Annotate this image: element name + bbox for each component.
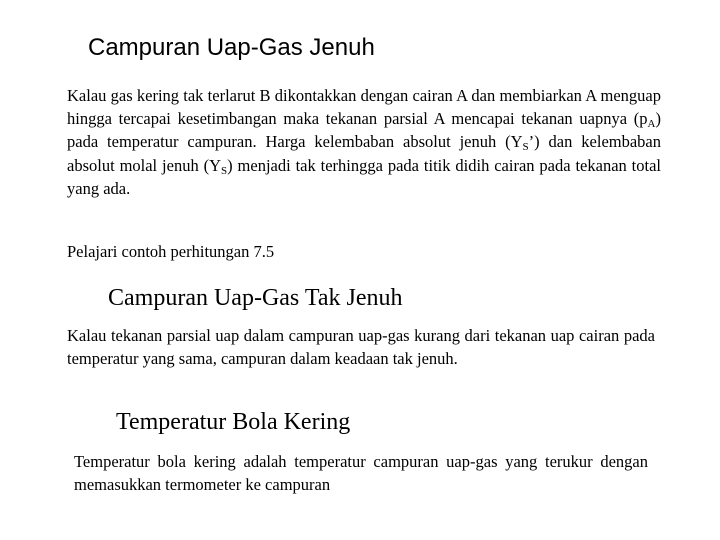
- subscript-s: S: [522, 141, 529, 154]
- paragraph-jenuh-text-1: Kalau gas kering tak terlarut B dikontakkan dengan cairan A dan membiarkan A menguap hingga tercapai kesetimbangan maka tekanan parsial A mencapai tekanan uapnya (p: [67, 86, 661, 129]
- paragraph-tak-jenuh: Kalau tekanan parsial uap dalam campuran uap-gas kurang dari tekanan uap cairan pada temperatur yang sama, campuran dalam keadaan tak jenuh.: [67, 326, 655, 369]
- paragraph-jenuh-text-4: ) menjadi tak terhingga pada titik didih cairan pada tekanan total yang ada.: [67, 155, 661, 198]
- heading-temperatur-bola-kering: Temperatur Bola Kering: [116, 409, 351, 435]
- paragraph-jenuh: [67, 84, 661, 200]
- heading-campuran-tak-jenuh: Campuran Uap-Gas Tak Jenuh: [108, 285, 403, 311]
- paragraph-jenuh-text-2: ) pada temperatur campuran. Harga kelembaban absolut jenuh (Y: [67, 109, 661, 152]
- note-contoh-perhitungan: Pelajari contoh perhitungan 7.5: [67, 242, 275, 261]
- heading-campuran-jenuh: Campuran Uap-Gas Jenuh: [88, 34, 375, 61]
- paragraph-jenuh-text-3: ’) dan kelembaban absolut molal jenuh (Y: [67, 132, 661, 175]
- subscript-s: S: [221, 164, 228, 177]
- subscript-a: A: [647, 118, 656, 131]
- paragraph-bola-kering: Temperatur bola kering adalah temperatur campuran uap-gas yang terukur dengan memasukkan termometer ke campuran: [74, 452, 648, 495]
